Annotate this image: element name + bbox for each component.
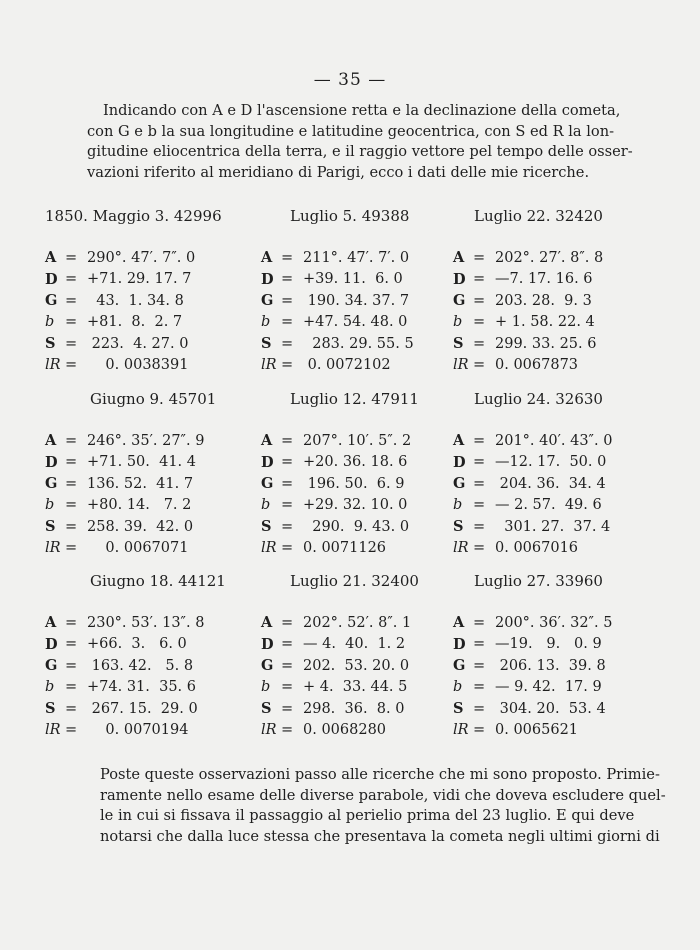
observation-block	[450, 207, 640, 376]
quantity-symbol: D	[45, 635, 58, 653]
quantity-symbol: lR	[45, 540, 61, 557]
quantity-symbol: A	[261, 249, 273, 267]
quantity-value: 190. 34. 37. 7	[303, 292, 410, 309]
quantity-value: +71. 50. 41. 4	[87, 454, 196, 471]
quantity-symbol: A	[261, 432, 273, 450]
observation-row	[258, 698, 448, 720]
quantity-value: 200°. 36′. 32″. 5	[495, 614, 613, 631]
observation-row	[450, 269, 640, 291]
quantity-symbol: S	[453, 335, 464, 353]
quantity-symbol: D	[453, 635, 466, 653]
observation-row	[450, 655, 640, 677]
quantity-symbol: b	[453, 679, 463, 696]
intro-line: gitudine eliocentrica della terra, e il raggio vettore pel tempo delle osser-	[87, 143, 633, 160]
equals-sign: =	[473, 292, 486, 309]
equals-sign: =	[65, 292, 78, 309]
quantity-value: 223. 4. 27. 0	[87, 335, 189, 352]
observation-row	[258, 495, 448, 517]
quantity-value: 258. 39. 42. 0	[87, 518, 194, 535]
equals-sign: =	[65, 540, 78, 557]
observation-row	[258, 538, 448, 560]
observation-block	[450, 390, 640, 559]
quantity-value: 206. 13. 39. 8	[495, 657, 606, 674]
observation-row	[450, 473, 640, 495]
equals-sign: =	[281, 636, 294, 653]
quantity-symbol: lR	[45, 722, 61, 739]
observation-row	[258, 333, 448, 355]
quantity-symbol: A	[45, 249, 57, 267]
quantity-value: 299. 33. 25. 6	[495, 335, 597, 352]
observation-date: Luglio 12. 47911	[290, 390, 419, 408]
equals-sign: =	[473, 475, 486, 492]
quantity-symbol: b	[261, 679, 271, 696]
equals-sign: =	[281, 271, 294, 288]
observation-row	[45, 634, 235, 656]
quantity-value: 246°. 35′. 27″. 9	[87, 432, 205, 449]
equals-sign: =	[281, 679, 294, 696]
quantity-value: +47. 54. 48. 0	[303, 314, 408, 331]
quantity-value: — 2. 57. 49. 6	[495, 497, 602, 514]
quantity-symbol: lR	[261, 540, 277, 557]
equals-sign: =	[281, 432, 294, 449]
observation-row	[258, 516, 448, 538]
quantity-value: 230°. 53′. 13″. 8	[87, 614, 205, 631]
equals-sign: =	[281, 657, 294, 674]
equals-sign: =	[65, 700, 78, 717]
quantity-symbol: lR	[261, 722, 277, 739]
quantity-symbol: b	[45, 314, 55, 331]
equals-sign: =	[65, 271, 78, 288]
equals-sign: =	[65, 722, 78, 739]
observation-row	[450, 312, 640, 334]
quantity-value: +81. 8. 2. 7	[87, 314, 183, 331]
quantity-value: 136. 52. 41. 7	[87, 475, 194, 492]
equals-sign: =	[281, 497, 294, 514]
quantity-symbol: A	[453, 614, 465, 632]
quantity-value: +20. 36. 18. 6	[303, 454, 408, 471]
quantity-symbol: b	[261, 314, 271, 331]
observation-block	[45, 572, 235, 741]
observation-row	[45, 247, 235, 269]
equals-sign: =	[473, 722, 486, 739]
equals-sign: =	[473, 636, 486, 653]
quantity-symbol: S	[261, 335, 272, 353]
observation-date: Luglio 21. 32400	[290, 572, 419, 590]
quantity-symbol: S	[45, 335, 56, 353]
observation-row	[450, 430, 640, 452]
equals-sign: =	[281, 700, 294, 717]
quantity-symbol: D	[261, 453, 274, 471]
quantity-symbol: S	[453, 700, 464, 718]
observation-row	[45, 452, 235, 474]
quantity-value: 0. 0071126	[303, 540, 387, 557]
quantity-symbol: A	[453, 432, 465, 450]
intro-paragraph	[87, 101, 633, 183]
quantity-value: 304. 20. 53. 4	[495, 700, 606, 717]
quantity-symbol: G	[261, 657, 274, 675]
equals-sign: =	[65, 614, 78, 631]
equals-sign: =	[281, 540, 294, 557]
observation-row	[45, 612, 235, 634]
quantity-value: 0. 0067873	[495, 357, 579, 374]
observation-row	[450, 333, 640, 355]
equals-sign: =	[473, 518, 486, 535]
equals-sign: =	[473, 357, 486, 374]
quantity-value: 283. 29. 55. 5	[303, 335, 414, 352]
equals-sign: =	[473, 335, 486, 352]
quantity-value: 211°. 47′. 7′. 0	[303, 249, 410, 266]
equals-sign: =	[473, 271, 486, 288]
observation-row	[450, 634, 640, 656]
observation-block	[258, 207, 448, 376]
quantity-value: —12. 17. 50. 0	[495, 454, 607, 471]
quantity-symbol: D	[453, 453, 466, 471]
quantity-symbol: lR	[453, 540, 469, 557]
quantity-symbol: G	[453, 657, 466, 675]
quantity-value: 0. 0068280	[303, 722, 387, 739]
observation-date: 1850. Maggio 3. 42996	[45, 207, 222, 225]
observation-row	[45, 473, 235, 495]
observation-row	[450, 516, 640, 538]
observation-row	[45, 355, 235, 377]
equals-sign: =	[65, 636, 78, 653]
quantity-value: + 4. 33. 44. 5	[303, 679, 408, 696]
observation-date: Luglio 5. 49388	[290, 207, 410, 225]
equals-sign: =	[473, 497, 486, 514]
equals-sign: =	[281, 314, 294, 331]
observation-row	[258, 269, 448, 291]
quantity-symbol: A	[45, 614, 57, 632]
equals-sign: =	[473, 679, 486, 696]
equals-sign: =	[281, 292, 294, 309]
outro-line: Poste queste osservazioni passo alle ricerche che mi sono proposto. Primie-	[100, 766, 660, 783]
equals-sign: =	[65, 497, 78, 514]
observation-row	[45, 677, 235, 699]
quantity-symbol: b	[45, 497, 55, 514]
observation-row	[450, 538, 640, 560]
observation-row	[258, 612, 448, 634]
observation-row	[258, 290, 448, 312]
observation-row	[450, 355, 640, 377]
quantity-value: 0. 0070194	[87, 722, 189, 739]
equals-sign: =	[473, 657, 486, 674]
quantity-value: + 1. 58. 22. 4	[495, 314, 595, 331]
quantity-symbol: S	[261, 700, 272, 718]
observation-row	[450, 452, 640, 474]
quantity-value: 0. 0072102	[303, 357, 391, 374]
quantity-value: 196. 50. 6. 9	[303, 475, 405, 492]
observation-date: Luglio 27. 33960	[474, 572, 603, 590]
outro-line: ramente nello esame delle diverse parabole, vidi che doveva escludere quel-	[100, 786, 666, 804]
observation-row	[258, 452, 448, 474]
observation-block	[258, 572, 448, 741]
observation-row	[45, 698, 235, 720]
quantity-symbol: A	[261, 614, 273, 632]
quantity-value: — 4. 40. 1. 2	[303, 636, 406, 653]
observation-date: Luglio 22. 32420	[474, 207, 603, 225]
observation-row	[258, 473, 448, 495]
equals-sign: =	[65, 357, 78, 374]
observation-row	[45, 269, 235, 291]
observation-row	[258, 355, 448, 377]
observation-row	[45, 516, 235, 538]
quantity-symbol: G	[261, 475, 274, 493]
intro-line: vazioni riferito al meridiano di Parigi, ecco i dati delle mie ricerche.	[87, 163, 590, 181]
quantity-symbol: D	[261, 270, 274, 288]
equals-sign: =	[65, 454, 78, 471]
quantity-value: +66. 3. 6. 0	[87, 636, 187, 653]
quantity-value: 204. 36. 34. 4	[495, 475, 606, 492]
quantity-symbol: G	[261, 292, 274, 310]
quantity-value: +39. 11. 6. 0	[303, 271, 403, 288]
outro-line: le in cui si fissava il passaggio al perielio prima del 23 luglio. E qui deve	[100, 807, 635, 824]
quantity-value: 202. 53. 20. 0	[303, 657, 410, 674]
equals-sign: =	[473, 432, 486, 449]
quantity-value: 290°. 47′. 7″. 0	[87, 249, 196, 266]
observation-row	[258, 247, 448, 269]
equals-sign: =	[65, 432, 78, 449]
equals-sign: =	[65, 679, 78, 696]
quantity-symbol: G	[453, 292, 466, 310]
equals-sign: =	[281, 614, 294, 631]
quantity-value: 202°. 27′. 8″. 8	[495, 249, 604, 266]
equals-sign: =	[65, 249, 78, 266]
outro-paragraph	[100, 765, 666, 847]
observation-row	[45, 312, 235, 334]
quantity-value: 0. 0067016	[495, 540, 579, 557]
quantity-symbol: S	[453, 518, 464, 536]
quantity-value: 163. 42. 5. 8	[87, 657, 194, 674]
observation-row	[45, 655, 235, 677]
observation-block	[45, 207, 235, 376]
quantity-symbol: G	[45, 657, 58, 675]
quantity-symbol: A	[45, 432, 57, 450]
quantity-symbol: b	[45, 679, 55, 696]
quantity-symbol: b	[261, 497, 271, 514]
quantity-symbol: D	[261, 635, 274, 653]
equals-sign: =	[281, 357, 294, 374]
observation-row	[45, 495, 235, 517]
quantity-symbol: S	[261, 518, 272, 536]
intro-line: con G e b la sua longitudine e latitudine geocentrica, con S ed R la lon-	[87, 122, 615, 140]
observation-block	[45, 390, 235, 559]
observation-row	[450, 290, 640, 312]
page-number: — 35 —	[313, 70, 387, 90]
quantity-value: 43. 1. 34. 8	[87, 292, 184, 309]
quantity-value: 301. 27. 37. 4	[495, 518, 611, 535]
quantity-symbol: G	[453, 475, 466, 493]
quantity-value: 267. 15. 29. 0	[87, 700, 198, 717]
observation-row	[258, 312, 448, 334]
quantity-symbol: D	[453, 270, 466, 288]
quantity-symbol: lR	[261, 357, 277, 374]
equals-sign: =	[65, 475, 78, 492]
quantity-symbol: lR	[453, 722, 469, 739]
quantity-symbol: lR	[453, 357, 469, 374]
quantity-value: 203. 28. 9. 3	[495, 292, 592, 309]
quantity-symbol: S	[45, 700, 56, 718]
quantity-value: +71. 29. 17. 7	[87, 271, 192, 288]
quantity-value: — 9. 42. 17. 9	[495, 679, 602, 696]
equals-sign: =	[281, 518, 294, 535]
equals-sign: =	[473, 700, 486, 717]
equals-sign: =	[65, 657, 78, 674]
observation-date: Luglio 24. 32630	[474, 390, 603, 408]
equals-sign: =	[281, 249, 294, 266]
quantity-symbol: S	[45, 518, 56, 536]
quantity-value: 298. 36. 8. 0	[303, 700, 405, 717]
equals-sign: =	[281, 454, 294, 471]
observation-row	[450, 495, 640, 517]
equals-sign: =	[281, 722, 294, 739]
equals-sign: =	[281, 335, 294, 352]
quantity-value: 0. 0067071	[87, 540, 189, 557]
observation-row	[258, 720, 448, 742]
observation-row	[258, 655, 448, 677]
quantity-symbol: D	[45, 453, 58, 471]
equals-sign: =	[65, 314, 78, 331]
quantity-value: 201°. 40′. 43″. 0	[495, 432, 613, 449]
observation-row	[45, 430, 235, 452]
equals-sign: =	[473, 314, 486, 331]
observation-row	[45, 538, 235, 560]
intro-line: Indicando con A e D l'ascensione retta e la declinazione della cometa,	[103, 102, 621, 119]
equals-sign: =	[473, 540, 486, 557]
quantity-value: 290. 9. 43. 0	[303, 518, 410, 535]
equals-sign: =	[281, 475, 294, 492]
observation-row	[258, 634, 448, 656]
observation-row	[450, 720, 640, 742]
equals-sign: =	[473, 614, 486, 631]
observation-block	[258, 390, 448, 559]
quantity-value: 0. 0038391	[87, 357, 189, 374]
observation-row	[450, 247, 640, 269]
observation-row	[450, 612, 640, 634]
equals-sign: =	[473, 249, 486, 266]
outro-line: notarsi che dalla luce stessa che presentava la cometa negli ultimi giorni di	[100, 827, 660, 845]
quantity-symbol: D	[45, 270, 58, 288]
quantity-value: 202°. 52′. 8″. 1	[303, 614, 412, 631]
observation-block	[450, 572, 640, 741]
observation-row	[258, 430, 448, 452]
observation-date: Giugno 18. 44121	[90, 572, 226, 590]
quantity-value: 207°. 10′. 5″. 2	[303, 432, 412, 449]
quantity-value: —7. 17. 16. 6	[495, 271, 593, 288]
quantity-value: +74. 31. 35. 6	[87, 679, 196, 696]
quantity-symbol: A	[453, 249, 465, 267]
quantity-symbol: lR	[45, 357, 61, 374]
observation-row	[258, 677, 448, 699]
equals-sign: =	[65, 518, 78, 535]
quantity-value: 0. 0065621	[495, 722, 579, 739]
equals-sign: =	[473, 454, 486, 471]
quantity-symbol: G	[45, 292, 58, 310]
quantity-symbol: b	[453, 497, 463, 514]
quantity-symbol: G	[45, 475, 58, 493]
observation-row	[45, 720, 235, 742]
quantity-symbol: b	[453, 314, 463, 331]
observation-date: Giugno 9. 45701	[90, 390, 217, 408]
observation-row	[450, 677, 640, 699]
observation-row	[45, 333, 235, 355]
equals-sign: =	[65, 335, 78, 352]
observation-row	[45, 290, 235, 312]
quantity-value: +80. 14. 7. 2	[87, 497, 192, 514]
quantity-value: —19. 9. 0. 9	[495, 636, 602, 653]
observation-row	[450, 698, 640, 720]
quantity-value: +29. 32. 10. 0	[303, 497, 408, 514]
